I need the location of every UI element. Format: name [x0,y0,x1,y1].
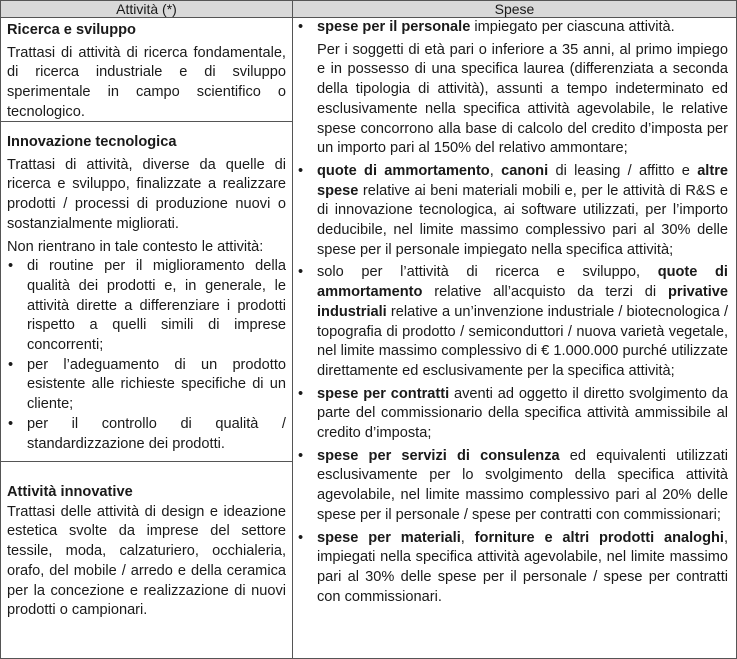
bullet-icon: • [298,162,304,179]
expense-consulting [297,447,728,526]
activity-research-text: Trattasi di attività di ricerca fondamentale, di ricerca industriale e di sviluppo sperimentale in campo scientifico o tecnologico. [7,44,286,120]
activity-design-text: Trattasi delle attività di design e ideazione estetica svolte da imprese del settore tessile, moda, calzaturiero, occhialeria, orafo, del mobile / arredo e della ceramica per la concezione e realizzazione di nuovi prodotti o campionari. [7,503,286,619]
list-item-text: per il controllo di qualità / standardizzazione dei prodotti. [27,415,286,452]
expense-consulting-text: ed equivalenti utilizzati esclusivamente per lo svolgimento della specifica attività agevolabile, nel limite massimo complessivo pari al 20% delle spese per il personale / spese per contratti con commissionari; [317,447,729,523]
bullet-icon: • [8,356,14,373]
expenses-column [293,18,736,607]
expense-personnel-text: impiegato per ciascuna attività. [470,19,675,35]
expense-personnel-note: Per i soggetti di età pari o inferiore a 35 anni, al primo impiego e in possesso di una specifica laurea (differenziata a seconda della tipologia di attività), assunti a tempo indeterminato ed esclusivamente nella specifica attività agevolabile, le relative spese concorrono alla base di calcolo del credito d’imposta per un importo pari al 150% del relativo ammontare; [317,41,728,157]
activity-innovation [1,133,292,454]
expense-patents-label: privative industriali [317,284,728,320]
expense-patents-pre: solo per l’attività di ricerca e sviluppo, [317,264,658,281]
row-divider-2 [1,461,292,462]
list-item [7,257,286,356]
expense-contracts-text: aventi ad oggetto il diretto svolgimento da parte del commissionario della specifica attività ammissibile al credito d’imposta; [317,385,728,442]
expense-depreciation-text: relative ai beni materiali mobili e, per le attività di R&S e di innovazione tecnologica, ai software utilizzati, per l’importo deducibile, nel limite massimo complessivo pari al 30% delle spese per il personale impiegato nella specifica attività; [317,182,728,258]
expense-materials [297,529,728,608]
separator: , [460,529,475,546]
list-item [7,415,286,454]
excluded-activities-list [7,257,286,454]
table-header [1,1,736,18]
header-expenses: Spese [494,1,535,17]
separator: , [489,162,502,179]
expense-other-label: altre spese [317,162,729,199]
expense-depreciation-label: quote di ammortamento [317,162,490,179]
activity-research [1,21,292,123]
activity-innovation-title: Innovazione tecnologica [7,134,177,150]
expenses-list [297,18,728,607]
bullet-icon: • [8,258,14,275]
bullet-icon: • [298,447,304,464]
activity-research-title: Ricerca e sviluppo [7,22,136,38]
header-activity: Attività (*) [116,1,177,17]
activity-design-title: Attività innovative [7,484,133,500]
bullet-icon: • [298,19,304,35]
expense-personnel-label: spese per il personale [317,19,471,35]
expense-materials-text: , impiegati nella specifica attività agevolabile, nel limite massimo pari al 30% delle spese per il personale / spese per contratti con commissionari. [317,529,729,605]
bullet-icon: • [8,415,14,432]
expense-patents-text: relative a un’invenzione industriale / biotecnologica / topografia di prodotto / semiconduttori / nuova varietà vegetale, nel limite massimo complessivo di € 1.000.000 purché utilizzate direttamente ed esclusivamente per la specifica attività; [317,303,728,379]
expense-consulting-label: spese per servizi di consulenza [317,447,560,464]
bullet-icon: • [298,264,304,281]
activity-innovation-text: Trattasi di attività, diverse da quelle di ricerca e sviluppo, finalizzate a realizzare prodotti / processi di produzione nuovi o sostanzialmente migliorati. [7,156,286,232]
expense-depreciation-mid: di leasing / affitto e [548,162,698,179]
bullet-icon: • [298,385,304,402]
activity-design [1,483,292,621]
expense-materials-label: spese per materiali [317,529,461,546]
expense-patents-mid: relative all’acquisto da terzi di [422,284,668,301]
bullet-icon: • [298,529,304,546]
list-item-text: di routine per il miglioramento della qualità dei prodotti e, in generale, le attività dirette a differenziare i prodotti rispetto a quelli simili di imprese concorrenti; [27,258,286,354]
activity-innovation-intro: Non rientrano in tale contesto le attività: [7,238,264,255]
list-item-text: per l’adeguamento di un prodotto esistente alle richieste specifiche di un cliente; [27,356,286,413]
expense-contracts [297,385,728,444]
expense-personnel [297,18,728,159]
expense-supplies-label: forniture e altri prodotti analoghi [474,529,724,546]
expense-contracts-label: spese per contratti [317,385,450,402]
expense-fees-label: canoni [501,162,549,179]
list-item [7,356,286,415]
expense-patents-depreciation-label: quote di ammortamento [317,264,728,301]
expense-patents [297,263,728,381]
expense-depreciation [297,162,728,261]
